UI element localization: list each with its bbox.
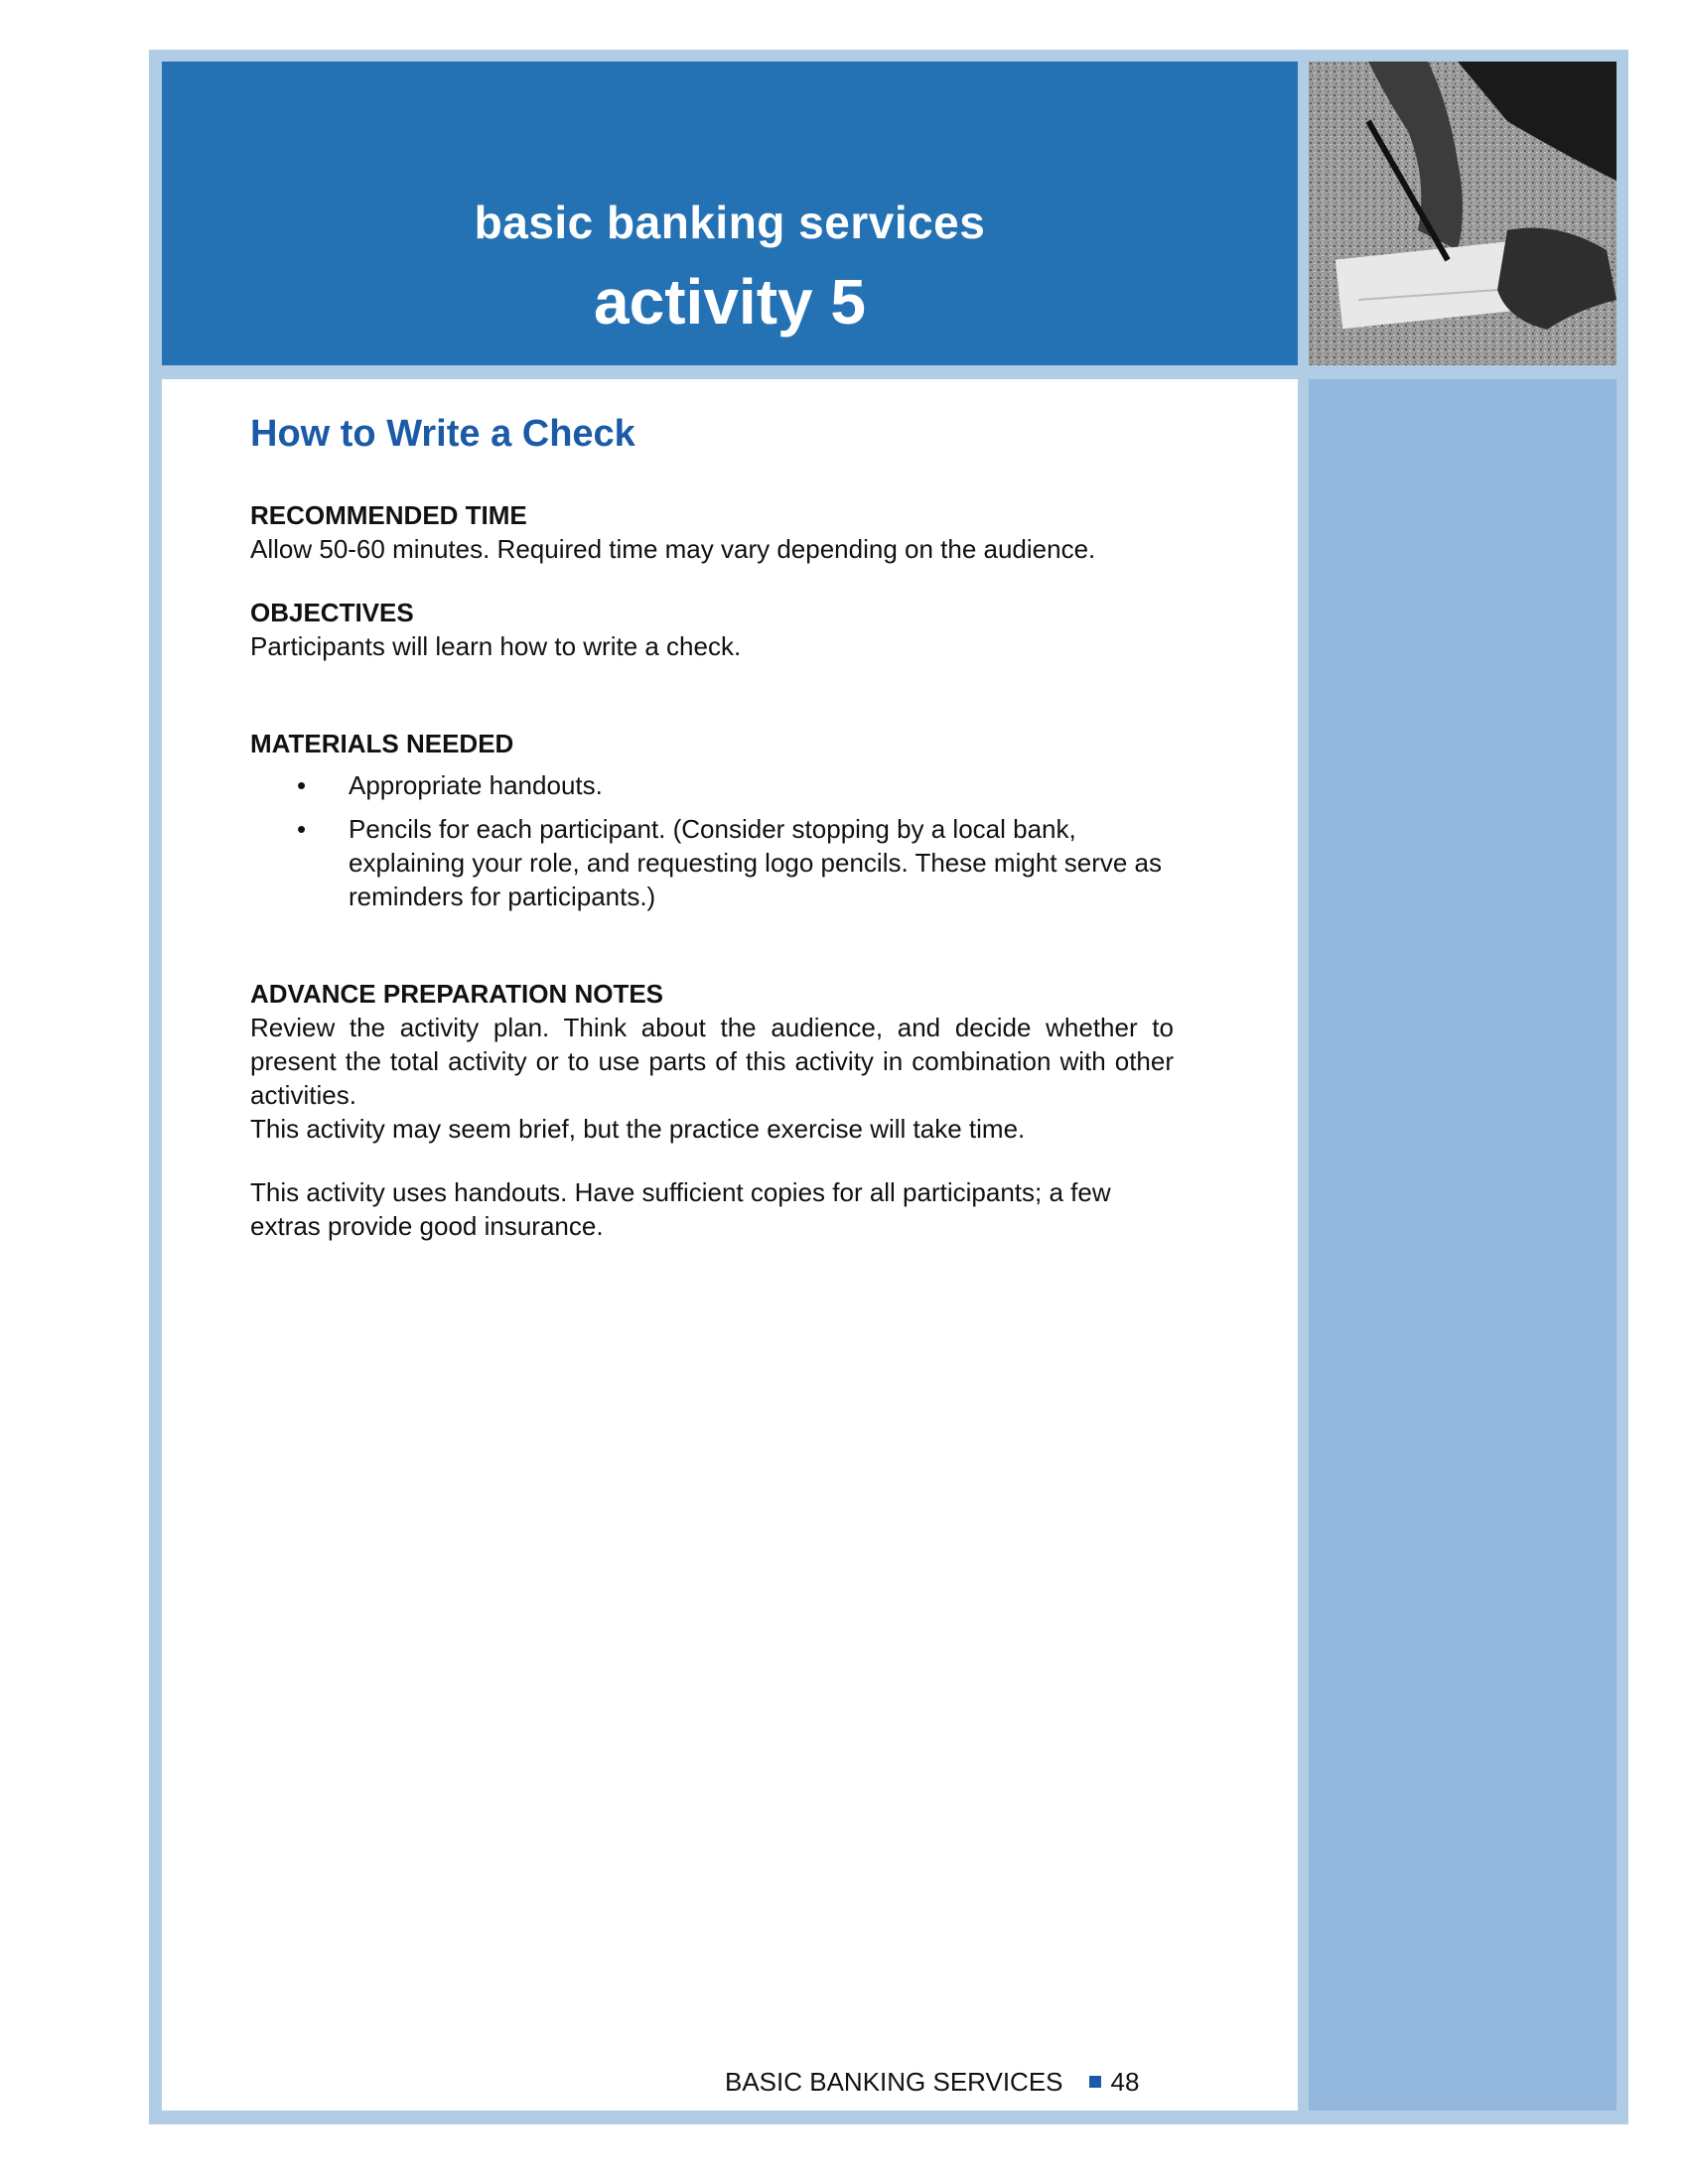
objectives-label: OBJECTIVES [250,598,414,627]
list-item [250,812,1174,913]
header-subtitle: basic banking services [474,197,986,248]
page-footer [725,2065,1139,2099]
advance-prep-paragraph: This activity uses handouts. Have sufficient copies for all participants; a few extras provide good insurance. [250,1177,1111,1241]
advance-prep-paragraph: This activity may seem brief, but the practice exercise will take time. [250,1114,1026,1144]
recommended-time-label: RECOMMENDED TIME [250,500,527,530]
footer-label: BASIC BANKING SERVICES [725,2067,1063,2097]
bullet-icon: • [297,814,307,844]
materials-section [250,727,1174,913]
recommended-time-text: Allow 50-60 minutes. Required time may vary depending on the audience. [250,534,1096,564]
materials-item-text: Pencils for each participant. (Consider stopping by a local bank, explaining your role, and requesting logo pencils. These might serve as reminders for participants.) [349,814,1162,911]
sidebar-panel [1309,379,1617,2111]
page-number: 48 [1110,2067,1140,2097]
hands-writing-check-photo [1309,62,1617,365]
objectives-text: Participants will learn how to write a check. [250,631,742,661]
header-band [162,62,1298,365]
main-content [250,407,1174,1243]
advance-prep-paragraph: Review the activity plan. Think about the audience, and decide whether to present the total activity or to use parts of this activity in combination with other activities. [250,1013,1174,1110]
materials-item-text: Appropriate handouts. [349,770,603,800]
materials-label: MATERIALS NEEDED [250,729,514,758]
bullet-icon: • [297,770,307,800]
advance-prep-section [250,977,1174,1243]
materials-list [250,768,1174,913]
list-item [250,768,1174,802]
objectives-section [250,596,1174,663]
square-icon [1089,2076,1101,2088]
section-heading: How to Write a Check [250,413,635,455]
advance-prep-label: ADVANCE PREPARATION NOTES [250,979,664,1009]
header-title: activity 5 [594,266,866,338]
recommended-time-section [250,498,1174,566]
